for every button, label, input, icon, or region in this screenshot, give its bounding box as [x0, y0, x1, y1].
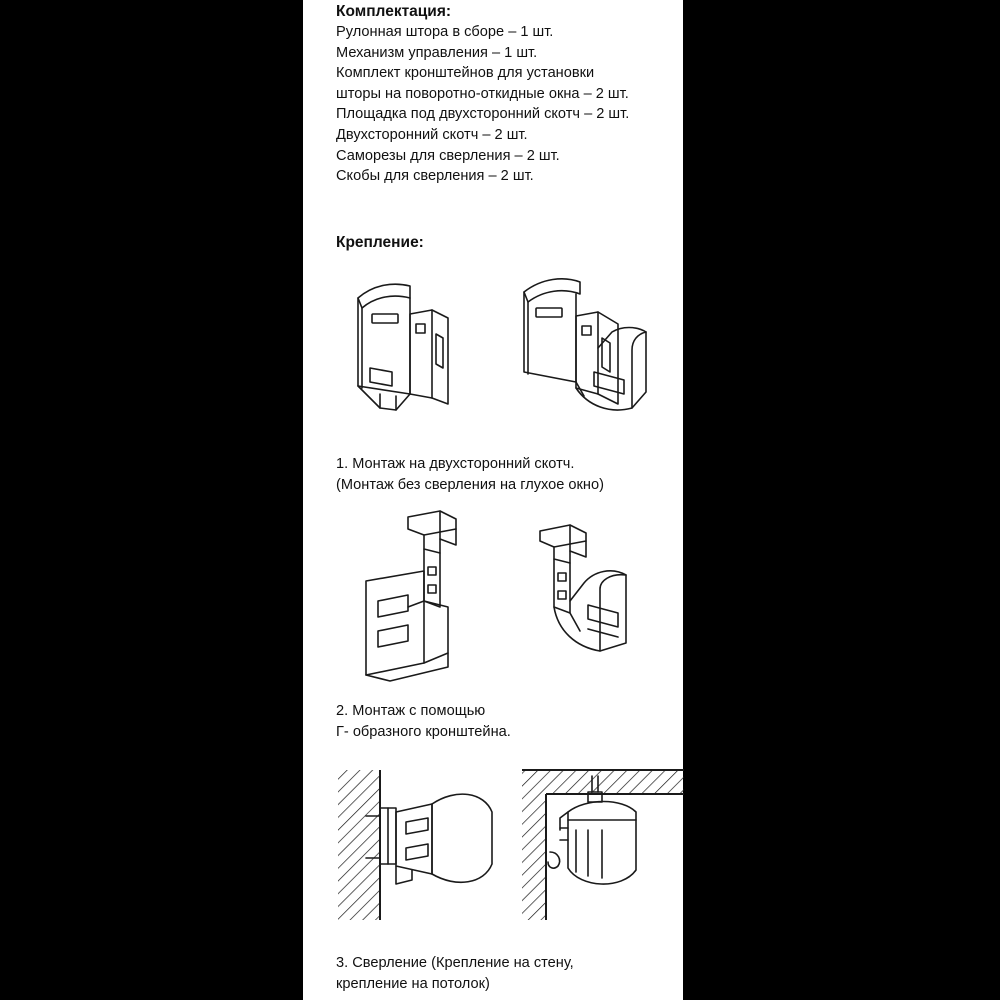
step-2-line: Г- образного кронштейна. [336, 724, 511, 740]
parts-section-title: Комплектация: [336, 3, 452, 20]
parts-item: Саморезы для сверления – 2 шт. [336, 147, 560, 164]
figure-l-bracket [336, 505, 686, 685]
parts-item: Площадка под двухсторонний скотч – 2 шт. [336, 106, 630, 123]
figure-tape-mount [336, 268, 686, 428]
parts-item: Комплект кронштейнов для установки [336, 65, 595, 82]
drilling-diagram-icon [336, 768, 686, 933]
step-2-line: 2. Монтаж с помощью [336, 703, 486, 719]
parts-section [336, 2, 629, 187]
step-1-line: (Монтаж без сверления на глухое окно) [336, 477, 604, 493]
figure-drilling [336, 768, 686, 933]
step-3-line: крепление на потолок) [336, 976, 490, 992]
parts-item: Двухсторонний скотч – 2 шт. [336, 126, 528, 143]
step-1-caption [336, 454, 604, 496]
mounting-section-header [336, 233, 424, 253]
l-bracket-diagram-icon [336, 505, 686, 685]
step-3-caption [336, 953, 574, 995]
step-2-caption [336, 701, 511, 743]
mounting-section-title: Крепление: [336, 234, 424, 251]
instruction-sheet [303, 0, 683, 1000]
step-1-line: 1. Монтаж на двухсторонний скотч. [336, 456, 575, 472]
tape-mount-diagram-icon [336, 268, 686, 428]
parts-item: Механизм управления – 1 шт. [336, 44, 538, 61]
parts-item: Рулонная штора в сборе – 1 шт. [336, 24, 554, 40]
step-3-line: 3. Сверление (Крепление на стену, [336, 955, 574, 971]
parts-item: Скобы для сверления – 2 шт. [336, 168, 534, 185]
parts-item: шторы на поворотно-откидные окна – 2 шт. [336, 85, 629, 102]
